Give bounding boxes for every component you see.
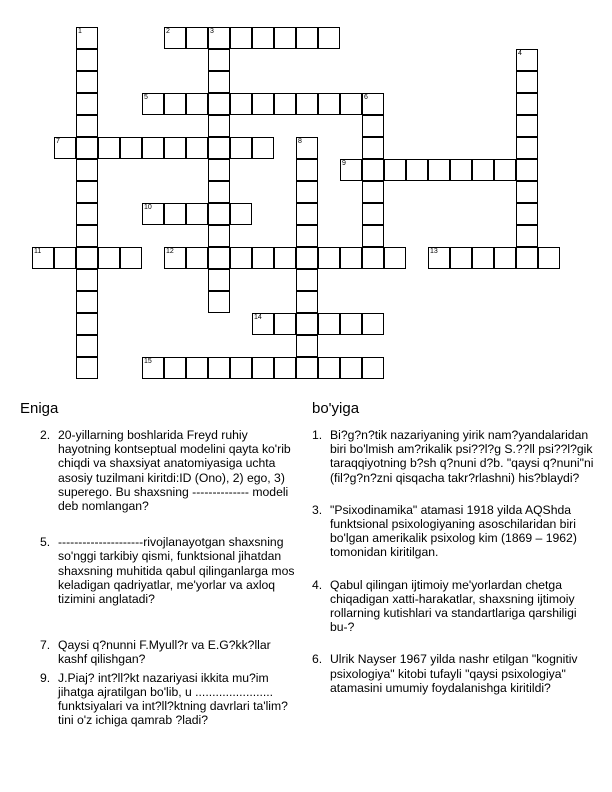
- grid-cell[interactable]: [472, 159, 494, 181]
- grid-cell[interactable]: [362, 93, 384, 115]
- grid-cell[interactable]: [516, 203, 538, 225]
- grid-cell[interactable]: [516, 181, 538, 203]
- grid-cell[interactable]: [494, 159, 516, 181]
- grid-cell[interactable]: [164, 357, 186, 379]
- grid-cell[interactable]: [516, 93, 538, 115]
- clue-text: 20-yillarning boshlarida Freyd ruhiy hayotning kontseptual modelini qayta ko'rib chiqdi va shaxsiyat anatomiyasiga uchta asosiy tuzilmani kiritdi:ID (Ono), 2) ego, 3) superego. Bu shaxsning -------------- modeli deb nomlangan?: [58, 428, 291, 514]
- grid-cell[interactable]: [252, 27, 274, 49]
- cell-number: 12: [166, 248, 174, 255]
- clue-number: 2.: [40, 428, 51, 442]
- grid-cell[interactable]: [516, 159, 538, 181]
- grid-cell[interactable]: [54, 247, 76, 269]
- cell-number: 3: [210, 28, 214, 35]
- grid-cell[interactable]: [296, 181, 318, 203]
- clue-across-5: [40, 535, 302, 606]
- cell-number: 9: [342, 160, 346, 167]
- clue-text: J.Piaj? int?ll?kt nazariyasi ikkita mu?im jihatga ajratilgan bo'lib, u ....................... funktsiyalari va int?ll?ktning davrlari ta'lim?tini o'z ichiga qamrab ?ladi?: [58, 670, 288, 728]
- grid-cell[interactable]: [340, 93, 362, 115]
- grid-cell[interactable]: [428, 247, 450, 269]
- clue-number: 9.: [40, 670, 51, 685]
- grid-cell[interactable]: [120, 137, 142, 159]
- grid-cell[interactable]: [516, 71, 538, 93]
- grid-cell[interactable]: [340, 247, 362, 269]
- grid-cell[interactable]: [384, 159, 406, 181]
- grid-cell[interactable]: [362, 203, 384, 225]
- grid-cell[interactable]: [208, 27, 230, 49]
- grid-cell[interactable]: [208, 357, 230, 379]
- grid-cell[interactable]: [296, 203, 318, 225]
- grid-cell[interactable]: [318, 357, 340, 379]
- cell-number: 10: [144, 204, 152, 211]
- grid-cell[interactable]: [252, 247, 274, 269]
- clue-text: Bi?g?n?tik nazariyaning yirik nam?yandalaridan biri bo'lmish am?rikalik psi??l?g S.??ll psi??l?gik taraqqiyotning b?sh q?nuni d?b. "qaysi q?nuni"ni (fil?g?n?zni qisqacha takr?rlashni) his?blaydi?: [330, 428, 594, 485]
- clue-across-9: [40, 671, 302, 728]
- grid-cell[interactable]: [186, 357, 208, 379]
- grid-cell[interactable]: [296, 93, 318, 115]
- grid-cell[interactable]: [230, 93, 252, 115]
- cell-number: 5: [144, 94, 148, 101]
- grid-cell[interactable]: [318, 247, 340, 269]
- grid-cell[interactable]: [362, 137, 384, 159]
- grid-cell[interactable]: [32, 247, 54, 269]
- clue-text: Ulrik Nayser 1967 yilda nashr etilgan "kognitiv psixologiya" kitobi tufayli "qaysi psixologiya" atamasini umumiy foydalanishga kiritildi?: [330, 652, 578, 695]
- grid-cell[interactable]: [274, 357, 296, 379]
- grid-cell[interactable]: [186, 93, 208, 115]
- clue-number: 5.: [40, 535, 51, 550]
- grid-cell[interactable]: [274, 27, 296, 49]
- clue-down-3: [312, 503, 600, 560]
- grid-cell[interactable]: [98, 247, 120, 269]
- grid-cell[interactable]: [76, 225, 98, 247]
- cell-number: 14: [254, 314, 262, 321]
- clue-down-6: [312, 652, 600, 695]
- clue-number: 1.: [312, 428, 323, 442]
- grid-cell[interactable]: [296, 225, 318, 247]
- clue-down-1: [312, 428, 600, 485]
- cell-number: 11: [34, 248, 42, 255]
- grid-cell[interactable]: [76, 335, 98, 357]
- grid-cell[interactable]: [362, 225, 384, 247]
- clue-number: 6.: [312, 652, 323, 667]
- down-heading: bo'yiga: [312, 400, 360, 417]
- grid-cell[interactable]: [186, 137, 208, 159]
- cell-number: 15: [144, 358, 152, 365]
- grid-cell[interactable]: [76, 159, 98, 181]
- grid-cell[interactable]: [230, 247, 252, 269]
- grid-cell[interactable]: [186, 247, 208, 269]
- clue-text: Qabul qilingan ijtimoiy me'yorlardan chetga chiqadigan xatti-harakatlar, shaxsning ijtimoiy rollarning kutishlari va standartlariga qarshiligi bu-?: [330, 577, 577, 635]
- grid-cell[interactable]: [296, 291, 318, 313]
- grid-cell[interactable]: [428, 159, 450, 181]
- grid-cell[interactable]: [54, 137, 76, 159]
- grid-cell[interactable]: [362, 313, 384, 335]
- grid-cell[interactable]: [164, 27, 186, 49]
- grid-cell[interactable]: [538, 247, 560, 269]
- grid-cell[interactable]: [318, 313, 340, 335]
- grid-cell[interactable]: [516, 225, 538, 247]
- cell-number: 1: [78, 28, 82, 35]
- grid-cell[interactable]: [208, 137, 230, 159]
- grid-cell[interactable]: [98, 137, 120, 159]
- grid-cell[interactable]: [76, 49, 98, 71]
- grid-cell[interactable]: [208, 247, 230, 269]
- grid-cell[interactable]: [296, 247, 318, 269]
- grid-cell[interactable]: [164, 247, 186, 269]
- grid-cell[interactable]: [274, 247, 296, 269]
- grid-cell[interactable]: [208, 181, 230, 203]
- clue-across-7: [40, 638, 302, 666]
- grid-cell[interactable]: [120, 247, 142, 269]
- grid-cell[interactable]: [516, 247, 538, 269]
- grid-cell[interactable]: [450, 247, 472, 269]
- grid-cell[interactable]: [186, 27, 208, 49]
- across-clues: [20, 400, 302, 727]
- grid-cell[interactable]: [164, 93, 186, 115]
- clue-down-4: [312, 578, 600, 635]
- grid-cell[interactable]: [230, 357, 252, 379]
- grid-cell[interactable]: [76, 71, 98, 93]
- grid-cell[interactable]: [230, 137, 252, 159]
- grid-cell[interactable]: [230, 27, 252, 49]
- grid-cell[interactable]: [494, 247, 516, 269]
- grid-cell[interactable]: [252, 137, 274, 159]
- grid-cell[interactable]: [76, 313, 98, 335]
- grid-cell[interactable]: [340, 159, 362, 181]
- grid-cell[interactable]: [340, 313, 362, 335]
- cell-number: 13: [430, 248, 438, 255]
- grid-cell[interactable]: [318, 27, 340, 49]
- grid-cell[interactable]: [208, 225, 230, 247]
- grid-cell[interactable]: [76, 137, 98, 159]
- grid-cell[interactable]: [208, 115, 230, 137]
- grid-cell[interactable]: [384, 247, 406, 269]
- grid-cell[interactable]: [252, 357, 274, 379]
- grid-cell[interactable]: [208, 203, 230, 225]
- clue-across-2: [40, 428, 302, 513]
- grid-cell[interactable]: [142, 137, 164, 159]
- grid-cell[interactable]: [340, 357, 362, 379]
- grid-cell[interactable]: [208, 49, 230, 71]
- grid-cell[interactable]: [76, 247, 98, 269]
- cell-number: 2: [166, 28, 170, 35]
- clue-number: 7.: [40, 638, 51, 653]
- grid-cell[interactable]: [274, 93, 296, 115]
- grid-cell[interactable]: [76, 203, 98, 225]
- grid-cell[interactable]: [76, 269, 98, 291]
- grid-cell[interactable]: [274, 313, 296, 335]
- grid-cell[interactable]: [208, 71, 230, 93]
- grid-cell[interactable]: [208, 159, 230, 181]
- clue-number: 3.: [312, 502, 323, 517]
- grid-cell[interactable]: [252, 93, 274, 115]
- grid-cell[interactable]: [164, 137, 186, 159]
- grid-cell[interactable]: [142, 203, 164, 225]
- grid-cell[interactable]: [208, 291, 230, 313]
- grid-cell[interactable]: [296, 159, 318, 181]
- grid-cell[interactable]: [296, 137, 318, 159]
- grid-cell[interactable]: [164, 203, 186, 225]
- grid-cell[interactable]: [76, 181, 98, 203]
- grid-cell[interactable]: [208, 93, 230, 115]
- down-clues: [312, 400, 600, 695]
- grid-cell[interactable]: [230, 203, 252, 225]
- grid-cell[interactable]: [362, 357, 384, 379]
- grid-cell[interactable]: [142, 357, 164, 379]
- grid-cell[interactable]: [252, 313, 274, 335]
- grid-cell[interactable]: [362, 247, 384, 269]
- grid-cell[interactable]: [318, 93, 340, 115]
- clue-text: Qaysi q?nunni F.Myull?r va E.G?kk?llar kashf qilishgan?: [58, 638, 271, 667]
- grid-cell[interactable]: [296, 357, 318, 379]
- cell-number: 4: [518, 50, 522, 57]
- grid-cell[interactable]: [208, 269, 230, 291]
- cell-number: 8: [298, 138, 302, 145]
- clue-text: ---------------------rivojlanayotgan shaxsning so'nggi tarkibiy qismi, funktsional jihatdan shaxsning muhitida qabul qilinganlarga mos keladigan qadriyatlar, me'yorlar va axloq tizimini anglatadi?: [58, 535, 295, 607]
- grid-cell[interactable]: [76, 115, 98, 137]
- grid-cell[interactable]: [186, 203, 208, 225]
- clue-text: "Psixodinamika" atamasi 1918 yilda AQShda funktsional psixologiyaning asoschilaridan biri bo'lgan amerikalik psixolog kim (1869 – 1962) tomonidan kiritilgan.: [330, 502, 577, 560]
- grid-cell[interactable]: [516, 115, 538, 137]
- grid-cell[interactable]: [296, 335, 318, 357]
- grid-cell[interactable]: [76, 357, 98, 379]
- grid-cell[interactable]: [406, 159, 428, 181]
- grid-cell[interactable]: [296, 269, 318, 291]
- grid-cell[interactable]: [362, 181, 384, 203]
- grid-cell[interactable]: [76, 291, 98, 313]
- grid-cell[interactable]: [450, 159, 472, 181]
- clue-number: 4.: [312, 577, 323, 592]
- grid-cell[interactable]: [142, 93, 164, 115]
- grid-cell[interactable]: [362, 115, 384, 137]
- grid-cell[interactable]: [516, 137, 538, 159]
- crossword-grid: [0, 0, 612, 390]
- across-heading: Eniga: [20, 400, 59, 417]
- grid-cell[interactable]: [362, 159, 384, 181]
- grid-cell[interactable]: [296, 313, 318, 335]
- grid-cell[interactable]: [516, 49, 538, 71]
- grid-cell[interactable]: [296, 27, 318, 49]
- grid-cell[interactable]: [76, 27, 98, 49]
- cell-number: 7: [56, 138, 60, 145]
- cell-number: 6: [364, 94, 368, 101]
- grid-cell[interactable]: [76, 93, 98, 115]
- grid-cell[interactable]: [472, 247, 494, 269]
